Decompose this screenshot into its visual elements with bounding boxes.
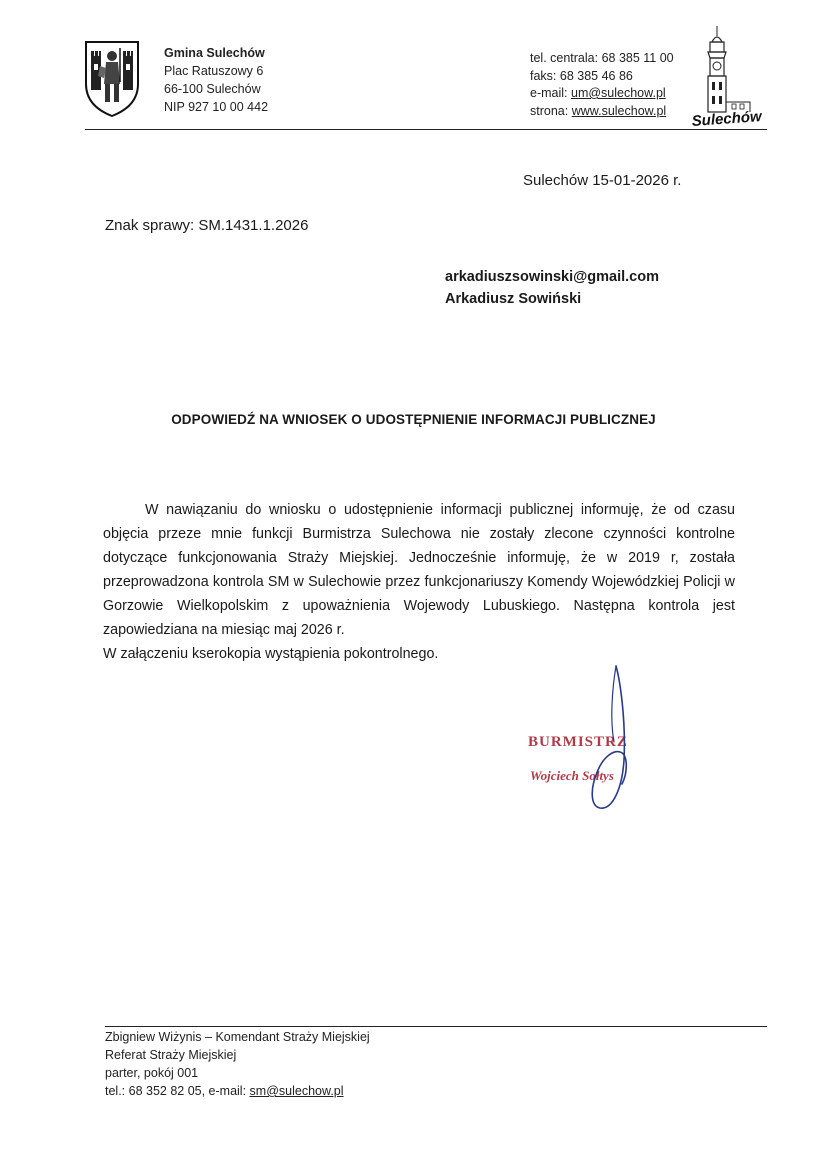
footer-divider bbox=[105, 1026, 767, 1027]
fax-label: faks: bbox=[530, 68, 557, 83]
contact-block bbox=[530, 50, 674, 120]
footer-email-link[interactable]: sm@sulechow.pl bbox=[249, 1084, 344, 1098]
web-label: strona: bbox=[530, 103, 569, 118]
footer-tel: tel.: 68 352 82 05, e-mail: bbox=[105, 1084, 247, 1098]
footer-contact-line bbox=[105, 1082, 370, 1100]
stamp-name: Wojciech Sołtys bbox=[530, 768, 614, 783]
town-hall-tower-logo-icon bbox=[690, 24, 770, 130]
case-reference: Znak sprawy: SM.1431.1.2026 bbox=[105, 217, 309, 234]
footer-line3: parter, pokój 001 bbox=[105, 1066, 199, 1080]
email-link[interactable]: um@sulechow.pl bbox=[571, 86, 666, 100]
footer-line1: Zbigniew Wiżynis – Komendant Straży Miejskiej bbox=[105, 1030, 370, 1044]
town-logo-text: Sulechów bbox=[691, 108, 763, 130]
web-line bbox=[530, 103, 674, 121]
stamp-title: BURMISTRZ bbox=[528, 734, 628, 750]
footer-block bbox=[105, 1028, 370, 1100]
coat-of-arms-icon bbox=[82, 38, 142, 118]
letter-body bbox=[103, 498, 735, 666]
letter-date: Sulechów 15-01-2026 r. bbox=[523, 172, 682, 189]
phone-label: tel. centrala: bbox=[530, 51, 599, 65]
footer-line2: Referat Straży Miejskiej bbox=[105, 1048, 237, 1062]
mayor-stamp-signature bbox=[524, 660, 664, 820]
letter-title: ODPOWIEDŹ NA WNIOSEK O UDOSTĘPNIENIE INFORMACJI PUBLICZNEJ bbox=[171, 412, 656, 427]
org-address-line1: Plac Ratuszowy 6 bbox=[164, 64, 264, 78]
fax-line bbox=[530, 68, 674, 86]
recipient-name: Arkadiusz Sowiński bbox=[445, 291, 582, 307]
org-nip: NIP 927 10 00 442 bbox=[164, 100, 269, 114]
body-paragraph: W nawiązaniu do wniosku o udostępnienie informacji publicznej informuję, że od czasu objęcia przeze mnie funkcji Burmistrza Sulechowa nie zostały zlecone czynności kontrolne dotyczące funkcjonowania Straży Miejskiej. Jednocześnie informuję, że w 2019 r, została przeprowadzona kontrola SM w Sulechowie przez funkcjonariuszy Komendy Wojewódzkiej Policji w Gorzowie Wielkopolskim z upoważnienia Wojewody Lubuskiego. Następna kontrola jest zapowiedziana na miesiąc maj 2026 r. bbox=[103, 502, 735, 638]
org-address-block bbox=[164, 44, 268, 116]
org-name: Gmina Sulechów bbox=[164, 46, 265, 60]
recipient-email: arkadiuszsowinski@gmail.com bbox=[445, 269, 659, 285]
phone-line bbox=[530, 50, 674, 68]
recipient-block bbox=[445, 266, 659, 310]
header-divider bbox=[85, 129, 767, 130]
org-address-line2: 66-100 Sulechów bbox=[164, 82, 261, 96]
email-label: e-mail: bbox=[530, 86, 568, 100]
fax-value: 68 385 46 86 bbox=[559, 68, 633, 83]
attachment-note: W załączeniu kserokopia wystąpienia pokontrolnego. bbox=[103, 646, 439, 662]
email-line bbox=[530, 85, 674, 103]
phone-value: 68 385 11 00 bbox=[601, 51, 674, 65]
website-link[interactable]: www.sulechow.pl bbox=[571, 103, 667, 118]
